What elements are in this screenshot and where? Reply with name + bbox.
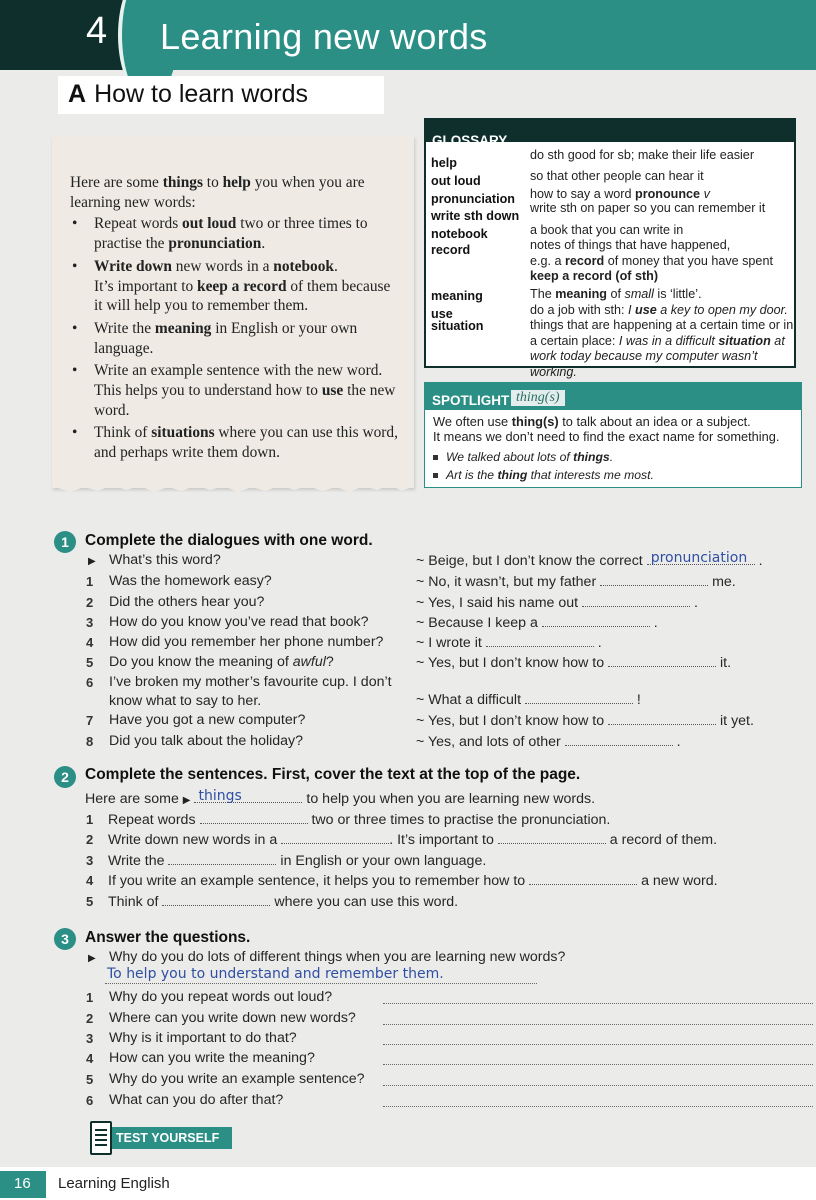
ex3-question: Why do you write an example sentence? [109,1071,365,1087]
answer-prompt: ~ No, it wasn’t, but my father [416,574,597,590]
ex1-question-cont: know what to say to her. [109,693,262,709]
answer-blank[interactable] [565,732,673,746]
ex3-question: What can you do after that? [109,1092,284,1108]
answer-prompt: ~ Yes, but I don’t know how to [416,713,605,729]
item-number: 2 [86,595,94,610]
ex1-answer [416,732,681,750]
handwritten-answer: pronunciation [650,550,748,566]
sentence-start: Repeat words [108,812,196,828]
answer-blank[interactable] [542,613,650,627]
tip-item: • Think of situations where you can use this word, and perhaps write them down. [70,423,400,462]
answer-blank[interactable] [608,653,716,667]
ex1-question [109,573,272,589]
item-number: 5 [86,894,94,909]
ex1-example-answer: ~ Beige, but I don’t know the correct pronunciation . [416,550,763,569]
sentence-start: Think of [108,894,159,910]
answer-prompt: ~ Yes, and lots of other [416,734,561,750]
answer-line[interactable] [383,1064,813,1065]
unit-number: 4 [86,10,108,52]
glossary-term: record [431,243,471,257]
item-number: 5 [86,1072,94,1087]
sentence-end: where you can use this word. [274,894,459,910]
ex3-example-question: Why do you do lots of different things when you are learning new words? [109,949,566,965]
exercise-3-title: Answer the questions. [85,929,251,946]
ex1-question [109,733,303,749]
glossary-term: meaning [431,289,483,303]
question-text: Did you talk about the holiday? [109,733,304,749]
answer-blank[interactable] [608,711,716,725]
tips-intro: Here are some things to help you when you are learning new words: [70,174,365,211]
item-number: 3 [86,1031,94,1046]
section-title-text: How to learn words [94,80,309,108]
answer-blank[interactable] [281,830,389,844]
ex2-sentence [108,892,458,910]
answer-prompt: ~ Because I keep a [416,615,538,631]
tip-item: • Write down new words in a notebook. It’s important to keep a record of them because it will help you to remember them. [70,257,400,316]
answer-line[interactable] [383,1024,813,1025]
glossary-term: help [431,156,457,170]
question-text: How did you remember her phone number? [109,634,384,650]
sentence-end: in English or your own language. [280,853,487,869]
ex2-example: Here are some ▶ things to help you when you are learning new words. [85,788,596,807]
ex3-question: Why is it important to do that? [109,1030,297,1046]
answer-end: . [676,734,681,750]
item-number: 8 [86,734,94,749]
exercise-3-number: 3 [54,928,76,950]
answer-blank[interactable] [582,593,690,607]
ex1-answer [416,653,731,671]
glossary-term: use [431,307,453,321]
spotlight-title: SPOTLIGHT [432,393,510,408]
answer-end: ! [636,692,641,708]
item-number: 4 [86,635,94,650]
answer-line[interactable] [383,1044,813,1045]
question-text: Have you got a new computer? [109,712,306,728]
ex1-answer [416,572,736,590]
glossary-definition: do a job with sth: I use a key to open my door. [530,303,788,317]
answer-prompt: ~ What a difficult [416,692,522,708]
ex2-sentence [108,851,486,869]
answer-blank[interactable] [162,892,270,906]
question-italic-word: awful [292,654,326,670]
tip-item: • Write an example sentence with the new word. This helps you to understand how to use the new word. [70,361,400,420]
answer-end: . [597,635,602,651]
answer-blank[interactable] [498,830,606,844]
item-number: 6 [86,1093,94,1108]
ex1-answer [416,711,754,729]
ex3-question: Why do you repeat words out loud? [109,989,333,1005]
ex1-answer [416,633,602,651]
item-number: 3 [86,853,94,868]
question-punct: ? [325,654,334,670]
item-number: 5 [86,655,94,670]
item-number: 4 [86,1051,94,1066]
glossary-term: out loud [431,174,481,188]
answer-prompt: ~ I wrote it [416,635,482,651]
glossary-definition: write sth on paper so you can remember it [530,201,766,215]
ex1-question [109,594,264,610]
answer-prompt: ~ Yes, I said his name out [416,595,579,611]
answer-blank[interactable] [600,572,708,586]
answer-end: . [694,595,698,611]
spotlight-example-1: We talked about lots of things. [433,450,613,464]
ex1-question [109,712,305,728]
test-yourself-label: TEST YOURSELF [116,1131,220,1145]
ex1-answer [416,593,698,611]
ex1-question [109,634,383,650]
notebook-icon [90,1121,112,1155]
glossary-definition: a book that you can write in [530,223,684,237]
item-number: 3 [86,615,94,630]
glossary-definition: The meaning of small is ‘little’. [530,287,702,301]
answer-prompt: ~ Yes, but I don’t know how to [416,655,605,671]
glossary-definition: how to say a word pronounce v [530,187,710,201]
question-text: How do you know you’ve read that book? [109,614,369,630]
answer-end: it. [720,655,732,671]
answer-end: . [653,615,658,631]
spotlight-label: thing(s) [511,390,565,406]
glossary-definition: so that other people can hear it [530,169,704,183]
ex1-question [109,614,368,630]
answer-blank[interactable] [200,810,308,824]
example-arrow-icon: ▶ [88,556,96,567]
ex3-question: Where can you write down new words? [109,1010,356,1026]
answer-blank[interactable] [194,789,302,803]
exercise-2-title: Complete the sentences. First, cover the text at the top of the page. [85,766,581,783]
item-number: 1 [86,812,94,827]
answer-end: it yet. [720,713,754,729]
example-arrow-icon: ▶ [182,795,191,806]
ex2-sentence [108,810,610,828]
item-number: 1 [86,574,94,589]
sentence-middle: . It’s important to [389,832,494,848]
sentence-start: Write the [108,853,165,869]
answer-line[interactable] [383,1106,813,1107]
torn-paper-edge [52,478,414,496]
bullet-square-icon [433,455,438,460]
ex2-sentence [108,871,718,889]
item-number: 1 [86,990,94,1005]
tips-list [70,214,400,462]
ex1-answer [416,613,658,631]
glossary-definition: notes of things that have happened, e.g. a record of money that you have spent keep a record (of sth) [530,238,773,283]
item-number: 6 [86,675,94,690]
item-number: 2 [86,832,94,847]
section-letter: A [68,80,87,108]
sentence-start: Write down new words in a [108,832,278,848]
tip-item: • Repeat words out loud two or three times to practise the pronunciation. [70,214,400,253]
glossary-term: notebook [431,227,488,241]
ex3-handwritten-answer: To help you to understand and remember them. [107,966,444,982]
sentence-end: two or three times to practise the pronunciation. [311,812,611,828]
page-number: 16 [14,1175,31,1192]
sentence-end: a new word. [641,873,718,889]
item-number: 4 [86,873,94,888]
ex1-example-question: What’s this word? [109,552,221,568]
bullet-square-icon [433,473,438,478]
ex1-question [109,674,392,690]
question-text: Do you know the meaning of [109,654,293,670]
glossary-title: GLOSSARY [432,133,508,148]
question-text: I’ve broken my mother’s favourite cup. I don’t [109,674,392,690]
item-number: 2 [86,1011,94,1026]
exercise-1-number: 1 [54,531,76,553]
exercise-1-title: Complete the dialogues with one word. [85,532,373,549]
tip-item: • Write the meaning in English or your own language. [70,319,400,358]
ex2-sentence [108,830,717,848]
answer-blank[interactable] [486,633,594,647]
glossary-term: pronunciation [431,192,515,206]
section-title [68,80,308,109]
ex1-answer [416,690,641,708]
spotlight-example-2: Art is the thing that interests me most. [433,468,654,482]
answer-line[interactable] [383,1085,813,1086]
footer-book-section: Learning English [58,1175,170,1192]
answer-blank[interactable] [647,551,755,565]
sentence-start: If you write an example sentence, it helps you to remember how to [108,873,526,889]
answer-blank[interactable] [525,690,633,704]
tips-text [70,173,400,463]
question-text: Did the others hear you? [109,594,265,610]
answer-line[interactable] [383,1003,813,1004]
question-text: Was the homework easy? [109,573,272,589]
glossary-term: situation [431,319,484,333]
answer-blank[interactable] [529,871,637,885]
example-arrow-icon: ▶ [88,953,96,964]
handwritten-answer: things [198,788,242,804]
glossary-term: write sth down [431,209,520,223]
sentence-end: a record of them. [609,832,718,848]
item-number: 7 [86,713,94,728]
ex3-question: How can you write the meaning? [109,1050,315,1066]
exercise-2-number: 2 [54,766,76,788]
ex1-question [109,654,334,670]
answer-end: me. [712,574,736,590]
spotlight-text: We often use thing(s) to talk about an idea or a subject. It means we don’t need to find the exact name for something. [433,414,780,444]
glossary-definition: things that are happening at a certain time or in a certain place: I was in a difficult situation at work today because my computer wasn’t working. [530,318,794,379]
glossary-definition: do sth good for sb; make their life easier [530,148,755,162]
answer-blank[interactable] [168,851,276,865]
unit-title: Learning new words [160,16,488,57]
